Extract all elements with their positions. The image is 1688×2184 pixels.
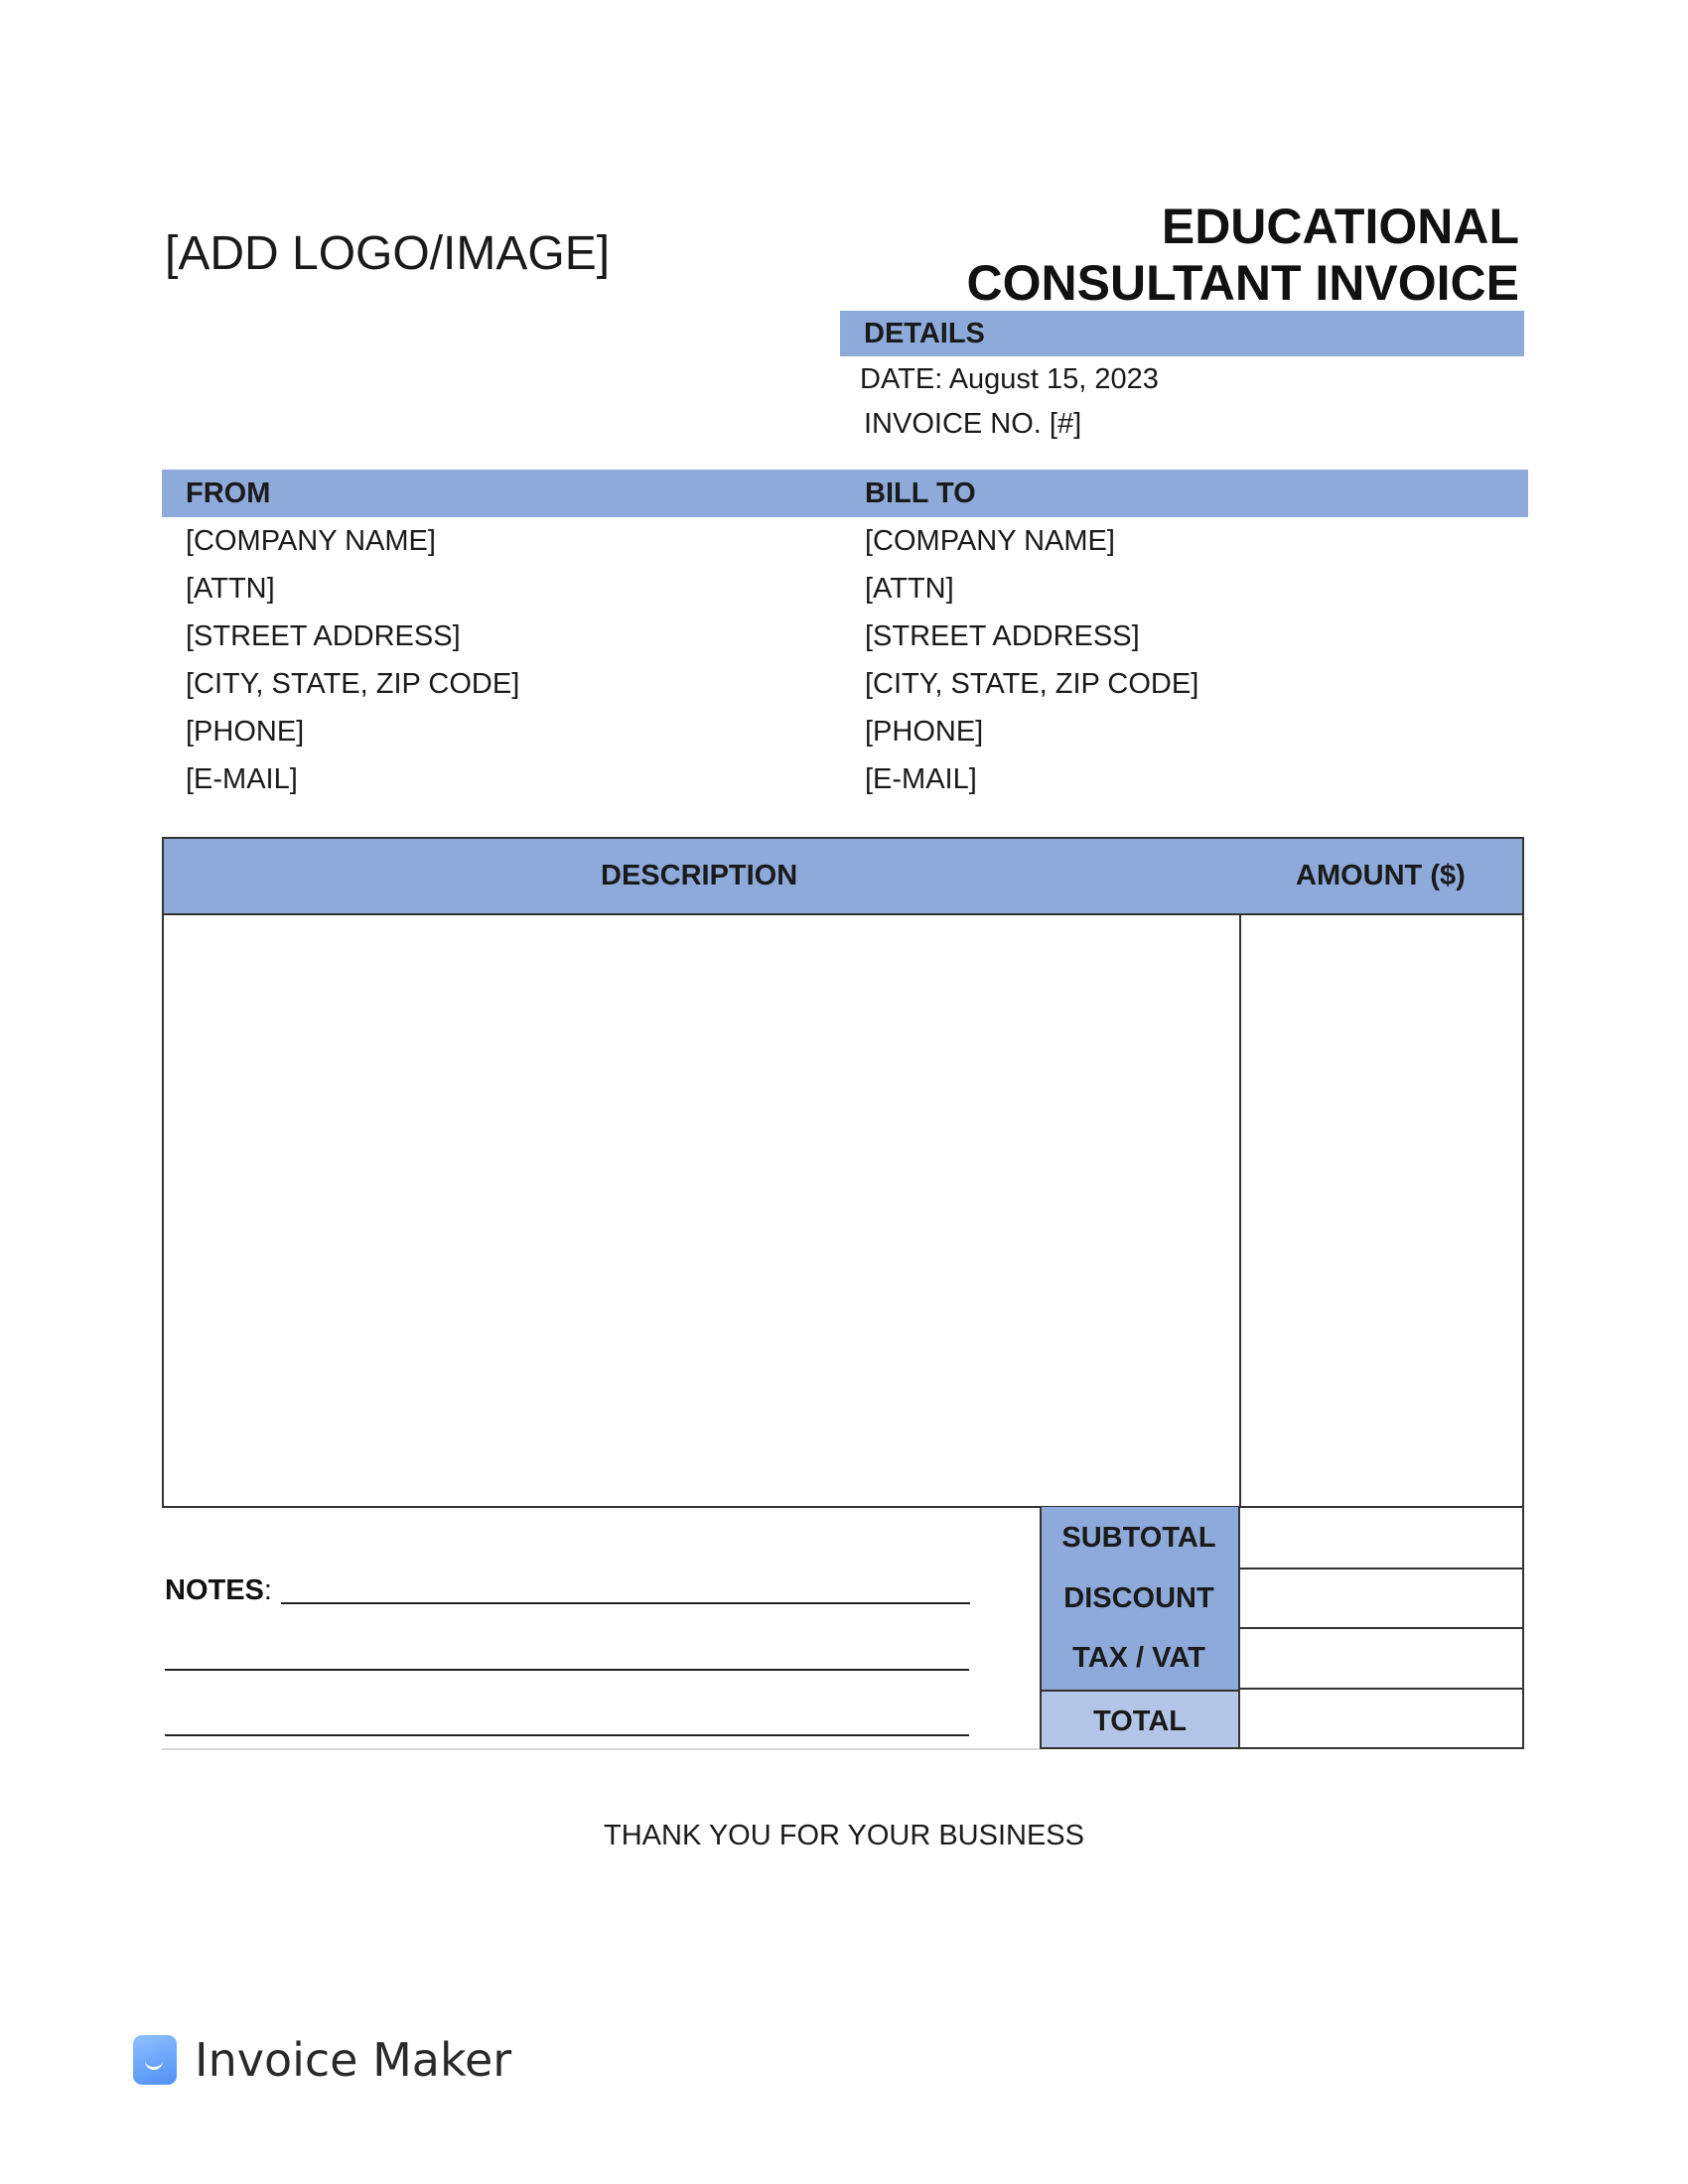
from-city-state-zip[interactable]: [CITY, STATE, ZIP CODE] [186,668,520,700]
notes-line-3[interactable] [165,1734,969,1736]
line-items-header-row [164,839,1522,915]
notes-label-colon: : [263,1574,272,1606]
total-label: TOTAL [1040,1690,1238,1749]
invoice-title-line-2: CONSULTANT INVOICE [966,255,1519,311]
invoice-number[interactable]: INVOICE NO. [#] [864,408,1082,440]
amount-column-header: AMOUNT ($) [1296,860,1466,891]
invoice-maker-logo-icon [133,2035,177,2085]
bill-to-company-name[interactable]: [COMPANY NAME] [865,525,1115,557]
amount-cell[interactable] [1241,915,1522,1506]
tax-vat-value-cell[interactable] [1238,1629,1524,1690]
bill-to-attn[interactable]: [ATTN] [865,573,954,605]
from-company-name[interactable]: [COMPANY NAME] [186,525,436,557]
notes-line-2[interactable] [165,1669,969,1671]
from-label: FROM [186,478,271,509]
discount-value-cell[interactable] [1238,1570,1524,1629]
details-header-bar [840,311,1524,356]
description-cell[interactable] [164,915,1239,1506]
notes-label [165,1574,272,1607]
thank-you-message: THANK YOU FOR YOUR BUSINESS [604,1820,1084,1851]
details-label: DETAILS [864,318,985,349]
tax-vat-label: TAX / VAT [1072,1642,1205,1674]
bill-to-street-address[interactable]: [STREET ADDRESS] [865,620,1140,652]
from-address-block [186,517,519,803]
invoice-date[interactable]: DATE: August 15, 2023 [860,363,1159,395]
discount-label: DISCOUNT [1063,1582,1214,1614]
brand-name: Invoice Maker [195,2033,512,2087]
total-value-cell[interactable] [1238,1690,1524,1749]
notes-label-text: NOTES [165,1574,264,1606]
logo-placeholder[interactable]: [ADD LOGO/IMAGE] [165,227,611,280]
bill-to-city-state-zip[interactable]: [CITY, STATE, ZIP CODE] [865,668,1199,700]
parties-header-bar [162,470,1528,517]
subtotal-value-cell[interactable] [1238,1507,1524,1570]
bottom-divider [162,1748,1040,1750]
from-phone[interactable]: [PHONE] [186,716,305,748]
bill-to-phone[interactable]: [PHONE] [865,716,984,748]
from-attn[interactable]: [ATTN] [186,573,275,605]
subtotal-label: SUBTOTAL [1061,1522,1216,1554]
from-email[interactable]: [E-MAIL] [186,763,298,795]
description-column-header: DESCRIPTION [601,860,798,891]
brand-watermark [133,2033,511,2087]
bill-to-label: BILL TO [865,478,976,509]
invoice-title-line-1: EDUCATIONAL [1161,199,1519,254]
from-street-address[interactable]: [STREET ADDRESS] [186,620,461,652]
bill-to-email[interactable]: [E-MAIL] [865,763,977,795]
line-items-table [162,837,1524,1508]
totals-block [1040,1507,1524,1749]
bill-to-address-block [865,517,1198,803]
invoice-title [824,199,1519,312]
notes-line-1[interactable] [281,1602,970,1604]
